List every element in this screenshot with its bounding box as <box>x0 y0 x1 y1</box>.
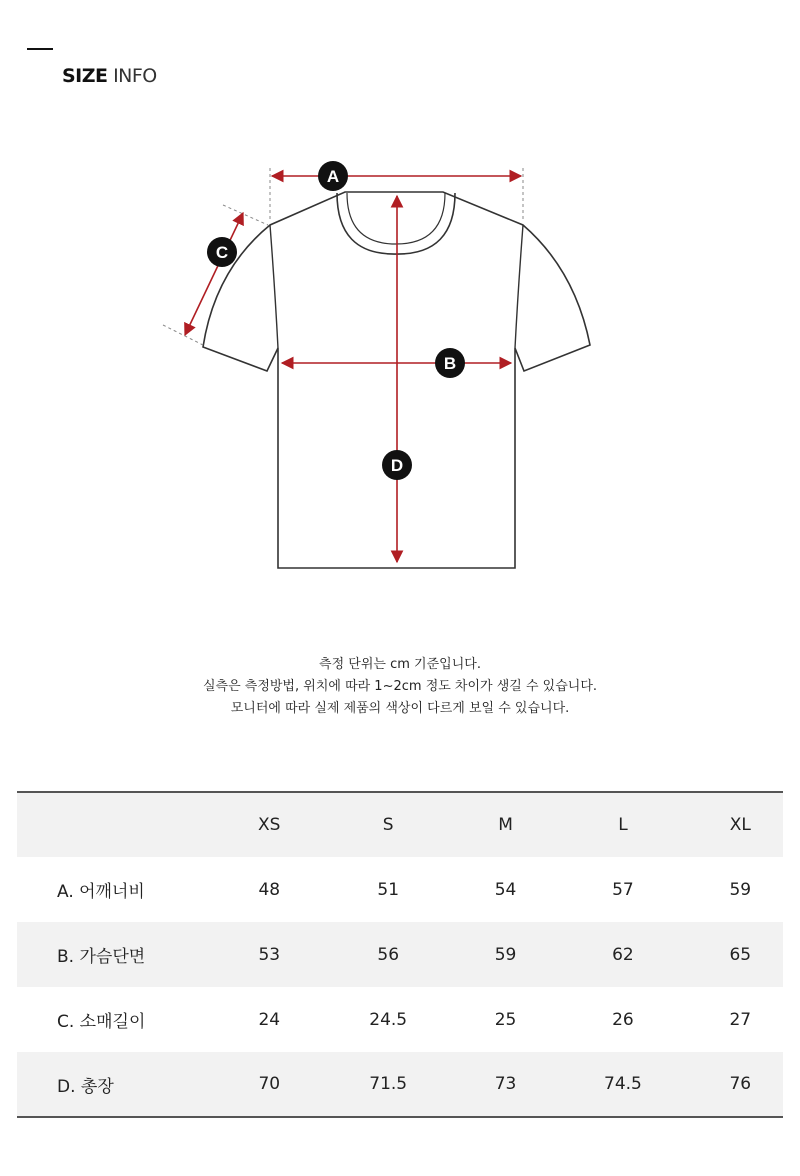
column-header: L <box>618 815 628 835</box>
measure-c-guide-top <box>223 205 268 225</box>
table-cell: 56 <box>377 944 400 965</box>
note-line: 실측은 측정방법, 위치에 따라 1~2cm 정도 차이가 생길 수 있습니다. <box>202 679 598 694</box>
badge-d-label: D <box>390 456 404 475</box>
row-label: B. 가슴단면 <box>57 947 146 967</box>
table-cell: 76 <box>729 1074 752 1094</box>
table-cell: 65 <box>729 944 752 965</box>
table-cell: 48 <box>258 879 281 900</box>
table-cell: 57 <box>612 879 634 900</box>
measurement-notes <box>0 654 800 720</box>
table-cell: 27 <box>729 1009 752 1030</box>
column-header: XL <box>729 815 751 835</box>
table-row <box>17 857 783 922</box>
column-header: XS <box>258 815 281 835</box>
measure-c-guide-bottom <box>163 325 203 345</box>
note-line: 측정 단위는 cm 기준입니다. <box>319 657 481 672</box>
table-header-row <box>17 792 783 857</box>
badge-d <box>382 450 412 480</box>
table-cell: 62 <box>612 944 634 965</box>
size-table <box>17 791 783 1118</box>
page-title <box>62 65 157 87</box>
table-row <box>17 1052 783 1117</box>
table-cell: 26 <box>612 1009 634 1030</box>
row-label: D. 총장 <box>57 1076 114 1097</box>
badge-b-label: B <box>443 354 457 373</box>
header-empty-cell <box>17 792 225 857</box>
badge-a <box>318 161 348 191</box>
table-row <box>17 987 783 1052</box>
column-header: S <box>382 815 394 835</box>
badge-c-label: C <box>215 243 229 262</box>
table-cell: 70 <box>258 1074 281 1094</box>
table-cell: 71.5 <box>369 1074 408 1094</box>
column-header: M <box>498 815 513 835</box>
table-cell: 51 <box>377 879 400 900</box>
table-cell: 24 <box>258 1009 281 1030</box>
table-cell: 53 <box>258 944 281 965</box>
header-dash <box>27 48 53 50</box>
table-cell: 74.5 <box>604 1074 642 1094</box>
table-cell: 73 <box>494 1074 517 1094</box>
table-cell: 54 <box>494 879 517 900</box>
row-label: C. 소매길이 <box>57 1012 146 1032</box>
row-label: A. 어깨너비 <box>57 882 145 902</box>
table-cell: 25 <box>494 1009 517 1030</box>
tshirt-measurement-diagram <box>0 150 800 590</box>
note-line: 모니터에 따라 실제 제품의 색상이 다르게 보일 수 있습니다. <box>230 701 570 716</box>
table-cell: 24.5 <box>369 1009 408 1030</box>
badge-b <box>435 348 465 378</box>
table-cell: 59 <box>729 879 752 900</box>
title-light: INFO <box>113 65 157 87</box>
badge-a-label: A <box>326 167 340 186</box>
title-bold: SIZE <box>62 65 108 87</box>
table-row <box>17 922 783 987</box>
badge-c <box>207 237 237 267</box>
table-cell: 59 <box>494 944 517 965</box>
